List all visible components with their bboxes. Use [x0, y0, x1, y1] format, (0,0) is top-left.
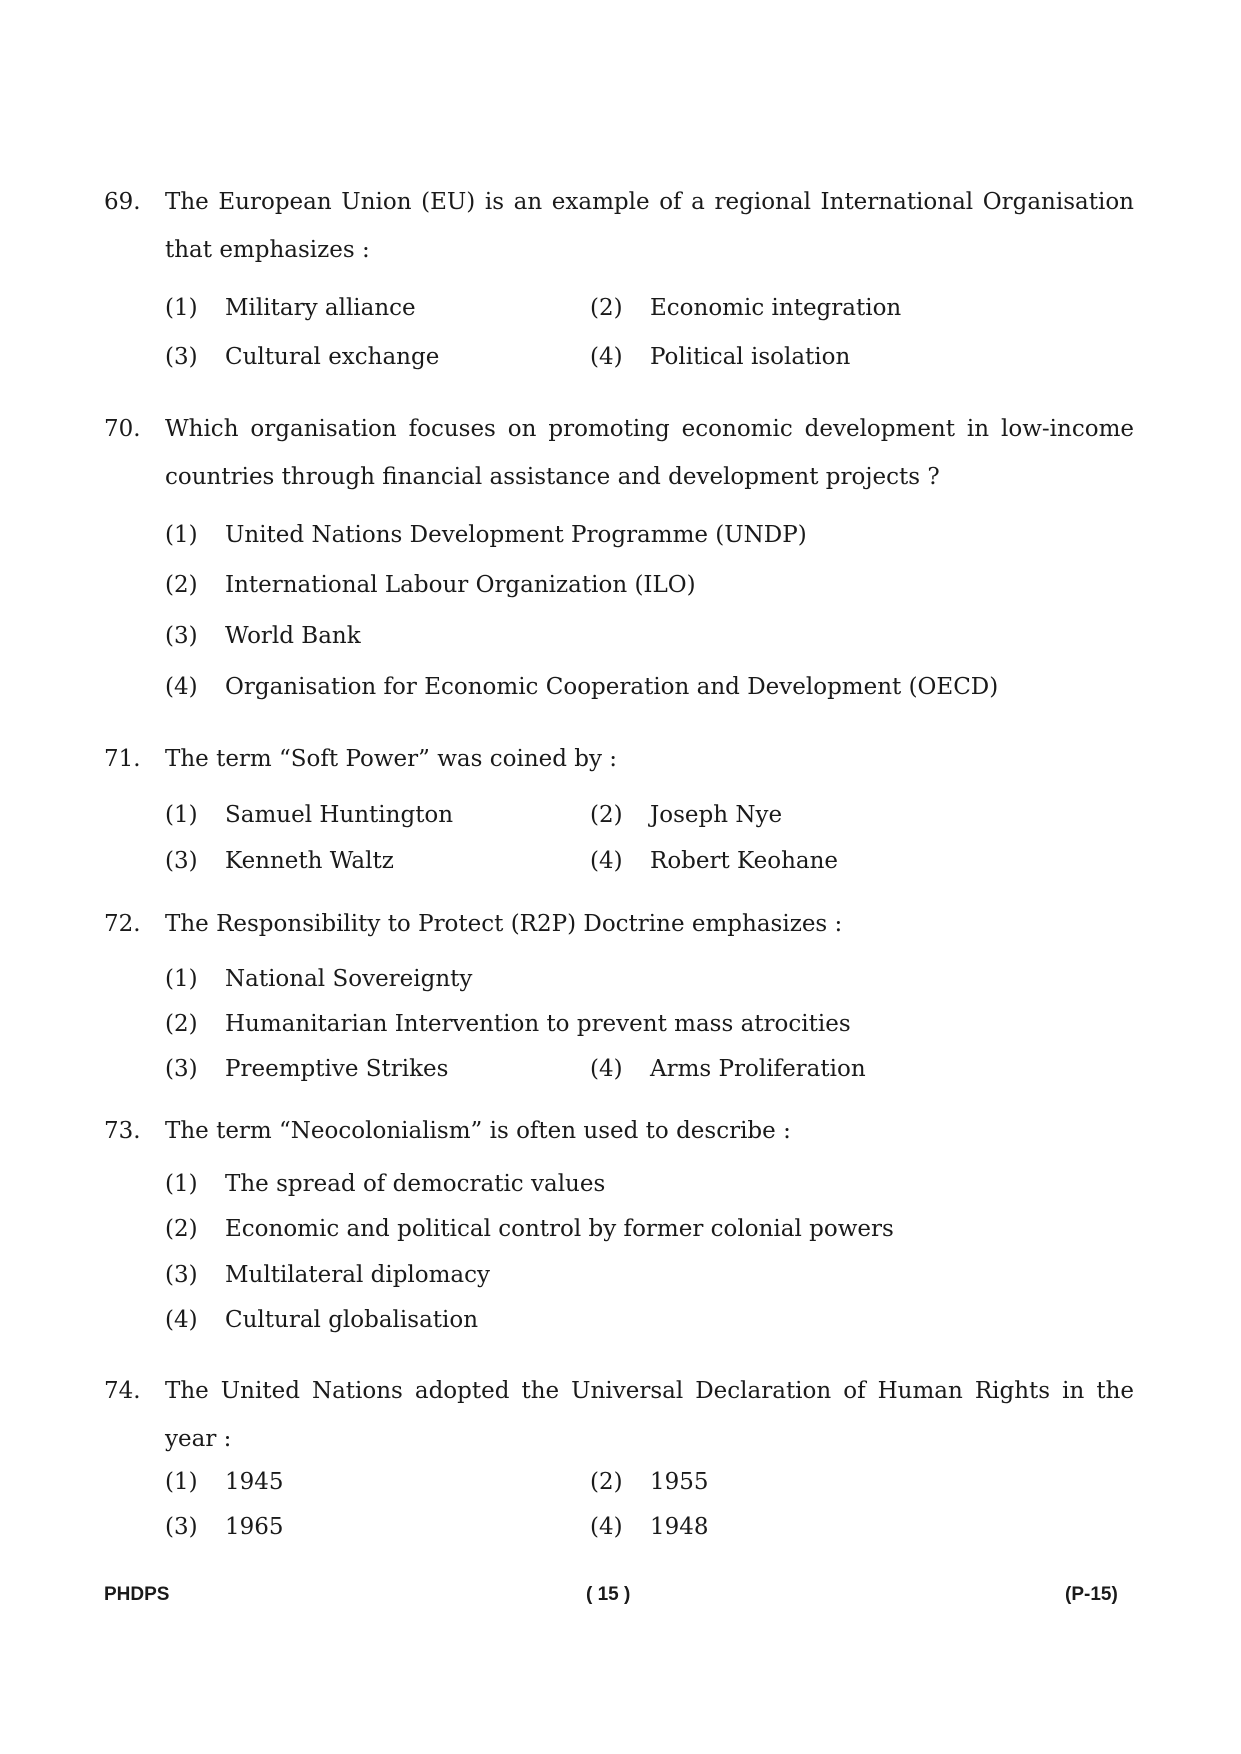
option-4: (4) Organisation for Economic Cooperation and Development (OECD)	[165, 674, 999, 700]
option-text: United Nations Development Programme (UNDP)	[225, 522, 807, 548]
option-text: 1955	[650, 1469, 709, 1495]
option-text: Robert Keohane	[650, 848, 839, 874]
option-text: Cultural exchange	[225, 344, 440, 370]
question-number: 72.	[104, 911, 141, 937]
option-1: (1) 1945	[165, 1469, 284, 1495]
option-text: Kenneth Waltz	[225, 848, 394, 874]
option-text: Preemptive Strikes	[225, 1056, 449, 1082]
question-70	[104, 405, 1134, 501]
option-3: (3) Preemptive Strikes	[165, 1056, 449, 1082]
question-number: 70.	[104, 416, 141, 442]
question-text-line: The United Nations adopted the Universal Declaration of Human Rights in the	[165, 1378, 1134, 1404]
footer-code: PHDPS	[104, 1584, 170, 1605]
question-73	[104, 1107, 1134, 1155]
page-number: ( 15 )	[586, 1584, 631, 1605]
option-1: (1) United Nations Development Programme (UNDP)	[165, 522, 807, 548]
option-text: Economic integration	[650, 295, 902, 321]
option-2: (2) Economic integration	[590, 295, 902, 321]
option-2: (2) Economic and political control by former colonial powers	[165, 1216, 894, 1242]
question-text-line: The Responsibility to Protect (R2P) Doctrine emphasizes :	[165, 911, 843, 937]
option-text: International Labour Organization (ILO)	[225, 572, 696, 598]
option-1: (1) Samuel Huntington	[165, 802, 454, 828]
option-text: Joseph Nye	[650, 802, 783, 828]
question-number: 74.	[104, 1378, 141, 1404]
option-text: Humanitarian Intervention to prevent mass atrocities	[225, 1011, 851, 1037]
question-number: 69.	[104, 189, 141, 215]
option-text: Political isolation	[650, 344, 851, 370]
option-4: (4) Cultural globalisation	[165, 1307, 479, 1333]
question-number: 71.	[104, 746, 141, 772]
option-4: (4) Robert Keohane	[590, 848, 839, 874]
option-text: 1948	[650, 1514, 709, 1540]
question-text-line: The term “Soft Power” was coined by :	[165, 746, 618, 772]
option-1: (1) The spread of democratic values	[165, 1171, 606, 1197]
question-72	[104, 900, 1134, 948]
option-text: World Bank	[225, 623, 361, 649]
option-3: (3) 1965	[165, 1514, 284, 1540]
option-text: Arms Proliferation	[650, 1056, 866, 1082]
option-text: Cultural globalisation	[225, 1307, 479, 1333]
question-text-line: The European Union (EU) is an example of a regional International Organisation	[165, 189, 1134, 215]
option-3: (3) Multilateral diplomacy	[165, 1262, 491, 1288]
option-1: (1) National Sovereignty	[165, 966, 473, 992]
option-2: (2) 1955	[590, 1469, 709, 1495]
question-74	[104, 1367, 1134, 1463]
option-3: (3) Cultural exchange	[165, 344, 440, 370]
question-69	[104, 178, 1134, 274]
option-text: The spread of democratic values	[225, 1171, 606, 1197]
option-2: (2) Humanitarian Intervention to prevent mass atrocities	[165, 1011, 851, 1037]
option-text: Multilateral diplomacy	[225, 1262, 491, 1288]
option-text: Samuel Huntington	[225, 802, 454, 828]
option-text: Organisation for Economic Cooperation and Development (OECD)	[225, 674, 999, 700]
option-1: (1) Military alliance	[165, 295, 416, 321]
option-3: (3) World Bank	[165, 623, 361, 649]
option-4: (4) Arms Proliferation	[590, 1056, 866, 1082]
option-2: (2) Joseph Nye	[590, 802, 783, 828]
option-text: National Sovereignty	[225, 966, 473, 992]
option-text: Military alliance	[225, 295, 416, 321]
option-4: (4) 1948	[590, 1514, 709, 1540]
question-text-line: The term “Neocolonialism” is often used to describe :	[165, 1118, 791, 1144]
option-text: Economic and political control by former colonial powers	[225, 1216, 894, 1242]
question-71	[104, 735, 1134, 783]
option-text: 1945	[225, 1469, 284, 1495]
question-text-line: year :	[165, 1426, 232, 1452]
question-number: 73.	[104, 1118, 141, 1144]
option-2: (2) International Labour Organization (ILO)	[165, 572, 696, 598]
footer-page-ref: (P-15)	[1065, 1584, 1118, 1605]
option-text: 1965	[225, 1514, 284, 1540]
question-text-line: Which organisation focuses on promoting economic development in low-income	[165, 416, 1134, 442]
option-4: (4) Political isolation	[590, 344, 851, 370]
question-text-line: that emphasizes :	[165, 237, 370, 263]
question-text-line: countries through financial assistance and development projects ?	[165, 464, 940, 490]
option-3: (3) Kenneth Waltz	[165, 848, 394, 874]
